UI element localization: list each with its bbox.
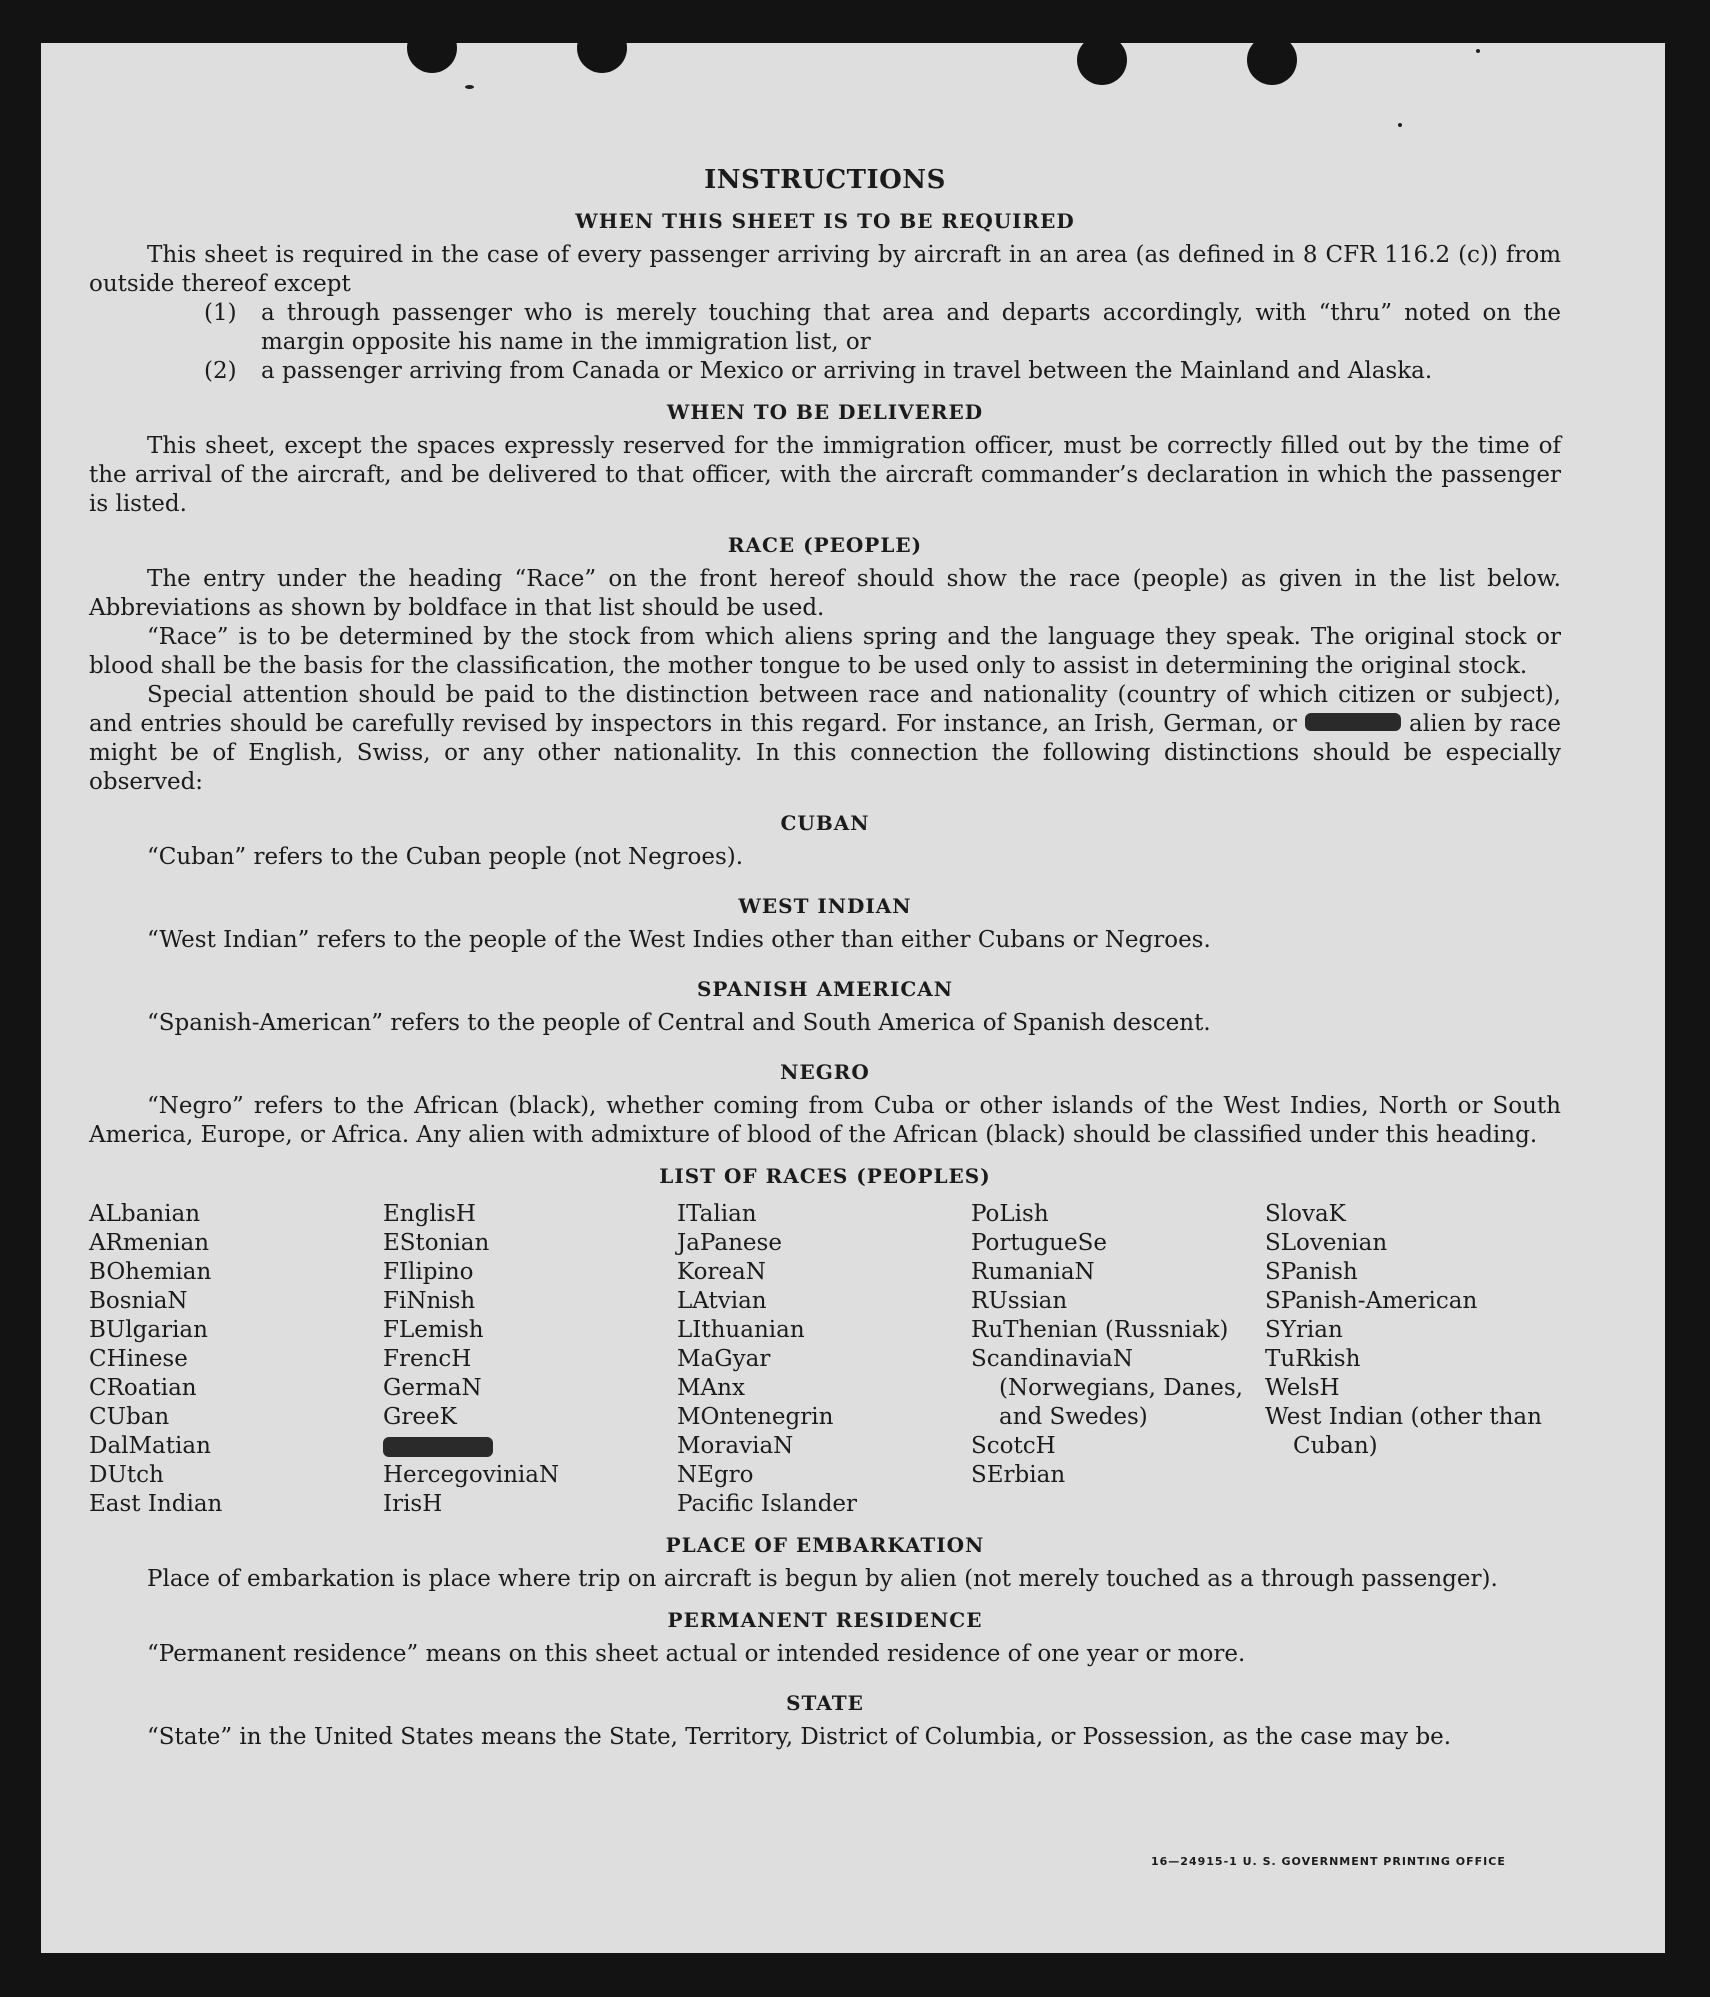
speck [1398,123,1402,127]
race-item: TuRkish [1265,1346,1361,1372]
race-item: FIlipino [383,1259,474,1285]
punch-hole [577,23,627,73]
page-title: INSTRUCTIONS [704,165,946,195]
race-paragraph-end: alien by race might be of English, Swiss, or any other nationality. In this connection the following distinctions should be especially observed: [89,711,1561,795]
race-item: SlovaK [1265,1201,1346,1227]
section-heading-residence: PERMANENT RESIDENCE [667,1608,983,1632]
race-item: ScandinaviaN (Norwegians, Danes, and Swedes) [971,1346,1243,1430]
when-delivered-text: This sheet, except the spaces expressly reserved for the immigration officer, must be correctly filled out by the time of the arrival of the aircraft, and be delivered to that officer, with the aircraft commander’s declaration in which the passenger is listed. [89,433,1561,517]
race-item: JaPanese [677,1230,782,1256]
punch-hole [1077,35,1127,85]
race-item: IrisH [383,1491,443,1517]
race-item: DUtch [89,1462,164,1488]
speck [465,85,474,89]
section-heading-west-indian: WEST INDIAN [738,894,912,918]
spanish-american-text: “Spanish-American” refers to the people of Central and South America of Spanish descent. [147,1010,1211,1036]
race-item: SLovenian [1265,1230,1388,1256]
race-item: MoraviaN [677,1433,794,1459]
section-heading-embarkation: PLACE OF EMBARKATION [665,1533,985,1557]
race-item: GermaN [383,1375,482,1401]
exception-text: a passenger arriving from Canada or Mexico or arriving in travel between the Mainland and Alaska. [261,358,1433,384]
race-list [89,1200,1561,1519]
race-item-redacted [383,1432,677,1461]
section-heading-when-required: WHEN THIS SHEET IS TO BE REQUIRED [575,209,1075,233]
race-column [677,1200,971,1519]
redaction-mark [383,1437,493,1457]
race-item: RuThenian (Russniak) [971,1317,1229,1343]
race-item: FrencH [383,1346,472,1372]
race-item: PoLish [971,1201,1049,1227]
race-item: FLemish [383,1317,484,1343]
race-item: HercegoviniaN [383,1462,560,1488]
race-item: MAnx [677,1375,745,1401]
west-indian-text: “West Indian” refers to the people of the West Indies other than either Cubans or Negroes. [147,927,1211,953]
residence-text: “Permanent residence” means on this sheet actual or intended residence of one year or more. [147,1641,1246,1667]
race-item: SErbian [971,1462,1066,1488]
speck [1476,49,1480,53]
race-paragraph: The entry under the heading “Race” on the front hereof should show the race (people) as given in the list below. Abbreviations as shown by boldface in that list should be used. [89,566,1561,621]
race-item: SPanish [1265,1259,1358,1285]
race-item: KoreaN [677,1259,766,1285]
when-required-intro: This sheet is required in the case of every passenger arriving by aircraft in an area (as defined in 8 CFR 116.2 (c)) from outside thereof except [89,242,1561,297]
state-text: “State” in the United States means the State, Territory, District of Columbia, or Possession, as the case may be. [147,1724,1452,1750]
exception-number: (2) [204,358,237,384]
race-item: RumaniaN [971,1259,1095,1285]
section-heading-list-of-races: LIST OF RACES (PEOPLES) [659,1164,991,1188]
race-item: ARmenian [89,1230,210,1256]
exception-item [204,357,1561,386]
race-column [1265,1200,1559,1519]
negro-text: “Negro” refers to the African (black), whether coming from Cuba or other islands of the West Indies, North or South America, Europe, or Africa. Any alien with admixture of blood of the African (black) should be classified under this heading. [89,1093,1561,1148]
race-item: EnglisH [383,1201,476,1227]
race-item: ITalian [677,1201,757,1227]
race-item: ScotcH [971,1433,1056,1459]
exception-item [204,299,1561,357]
race-item: GreeK [383,1404,457,1430]
race-item: FiNnish [383,1288,476,1314]
race-item: ALbanian [89,1201,201,1227]
race-item: EStonian [383,1230,490,1256]
race-item: DalMatian [89,1433,211,1459]
race-item: NEgro [677,1462,754,1488]
race-column [383,1200,677,1519]
redaction-mark [1305,713,1401,731]
race-paragraph: “Race” is to be determined by the stock from which aliens spring and the language they speak. The original stock or blood shall be the basis for the classification, the mother tongue to be used only to assist in determining the original stock. [89,624,1561,679]
race-item: MOntenegrin [677,1404,834,1430]
race-item: MaGyar [677,1346,771,1372]
section-heading-negro: NEGRO [780,1060,870,1084]
cuban-text: “Cuban” refers to the Cuban people (not Negroes). [147,844,744,870]
race-item: WelsH [1265,1375,1340,1401]
section-heading-race: RACE (PEOPLE) [727,533,923,557]
race-item: Pacific Islander [677,1491,858,1517]
embarkation-text: Place of embarkation is place where trip on aircraft is begun by alien (not merely touched as a through passenger). [147,1566,1498,1592]
race-item: LIthuanian [677,1317,805,1343]
punch-hole [407,23,457,73]
race-item: BosniaN [89,1288,188,1314]
race-item: East Indian [89,1491,223,1517]
punch-hole [1247,35,1297,85]
race-item: LAtvian [677,1288,767,1314]
race-item: West Indian (other than Cuban) [1265,1404,1542,1459]
exception-text: a through passenger who is merely touching that area and departs accordingly, with “thru” noted on the margin opposite his name in the immigration list, or [261,300,1561,355]
race-item: SYrian [1265,1317,1343,1343]
section-heading-state: STATE [786,1691,864,1715]
document-page [41,43,1665,1953]
race-item: CHinese [89,1346,188,1372]
section-heading-spanish-american: SPANISH AMERICAN [696,977,954,1001]
document-body [89,165,1561,1752]
race-paragraph [89,681,1561,797]
section-heading-when-delivered: WHEN TO BE DELIVERED [666,400,984,424]
race-item: SPanish-American [1265,1288,1478,1314]
race-paragraph-start: Special attention should be paid to the distinction between race and nationality (country of which citizen or subject), and entries should be carefully revised by inspectors in this regard. For instance, an Irish, German, or [89,682,1561,737]
race-item: RUssian [971,1288,1068,1314]
race-column [89,1200,383,1519]
race-item: CUban [89,1404,170,1430]
race-item: BUlgarian [89,1317,208,1343]
exception-number: (1) [204,300,237,326]
race-item: PortugueSe [971,1230,1107,1256]
section-heading-cuban: CUBAN [780,811,870,835]
race-item: BOhemian [89,1259,212,1285]
print-code: 16—24915-1 U. S. GOVERNMENT PRINTING OFFICE [1151,1855,1506,1868]
race-item: CRoatian [89,1375,197,1401]
race-column [971,1200,1265,1519]
